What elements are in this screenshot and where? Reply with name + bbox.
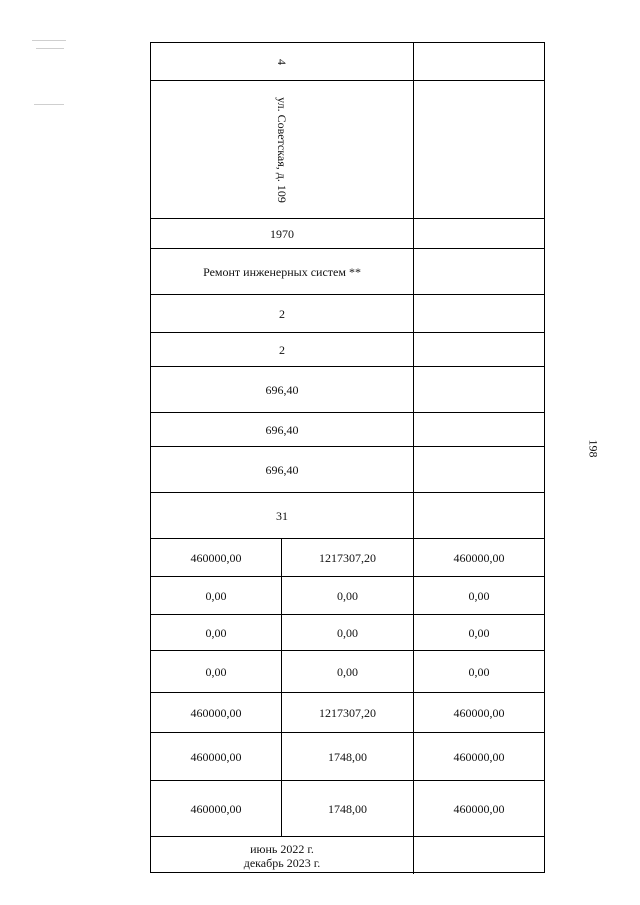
table-row <box>151 539 544 577</box>
area-residential-cell: 696,40 <box>151 413 414 446</box>
table-row <box>151 295 544 333</box>
table-row <box>151 367 544 413</box>
cost-cell: 460000,00 <box>151 781 282 836</box>
cost-cell: 460000,00 <box>151 693 282 732</box>
deadline-end: декабрь 2023 г. <box>243 855 321 870</box>
cost-cell: 1217307,20 <box>282 693 414 732</box>
column-number: 4 <box>275 58 289 65</box>
cost-cell: 0,00 <box>282 577 414 614</box>
table-row <box>151 615 544 651</box>
work-type-cell: Ремонт инженерных систем ** <box>151 249 414 294</box>
table-row <box>151 333 544 367</box>
table-row <box>151 219 544 249</box>
address: ул. Советская, д. 109 <box>274 96 289 203</box>
data-table <box>150 42 545 873</box>
cost-cell: 460000,00 <box>453 550 505 565</box>
deadline-start: июнь 2022 г. <box>250 841 314 856</box>
table-row <box>151 413 544 447</box>
residents-cell: 31 <box>151 493 414 538</box>
table-row <box>151 447 544 493</box>
table-row <box>151 781 544 837</box>
cost-cell: 0,00 <box>151 651 282 692</box>
table-row <box>151 249 544 295</box>
entrances-cell: 2 <box>151 333 414 366</box>
cost-cell: 460000,00 <box>151 539 282 576</box>
cost-cell: 0,00 <box>282 615 414 650</box>
year-cell: 1970 <box>151 219 414 248</box>
deadline-cell <box>151 837 414 874</box>
table-row <box>151 493 544 539</box>
area-total-cell: 696,40 <box>151 367 414 412</box>
table-row <box>151 43 544 81</box>
cost-cell: 0,00 <box>151 615 282 650</box>
floors-cell: 2 <box>151 295 414 332</box>
cost-cell: 0,00 <box>468 625 490 640</box>
cost-cell: 1217307,20 <box>282 539 414 576</box>
table-row <box>151 837 544 874</box>
cost-cell: 1748,00 <box>282 781 414 836</box>
cost-cell: 460000,00 <box>453 749 505 764</box>
cost-cell: 0,00 <box>468 588 490 603</box>
table-row <box>151 651 544 693</box>
cost-cell: 0,00 <box>151 577 282 614</box>
cost-cell: 0,00 <box>282 651 414 692</box>
cost-cell: 1748,00 <box>282 733 414 780</box>
table-row <box>151 693 544 733</box>
table-row <box>151 733 544 781</box>
cost-cell: 460000,00 <box>453 705 505 720</box>
page-number: 198 <box>586 439 601 458</box>
cost-cell: 0,00 <box>468 664 490 679</box>
cost-cell: 460000,00 <box>453 801 505 816</box>
table-row <box>151 81 544 219</box>
area-owned-cell: 696,40 <box>151 447 414 492</box>
cost-cell: 460000,00 <box>151 733 282 780</box>
table-row <box>151 577 544 615</box>
